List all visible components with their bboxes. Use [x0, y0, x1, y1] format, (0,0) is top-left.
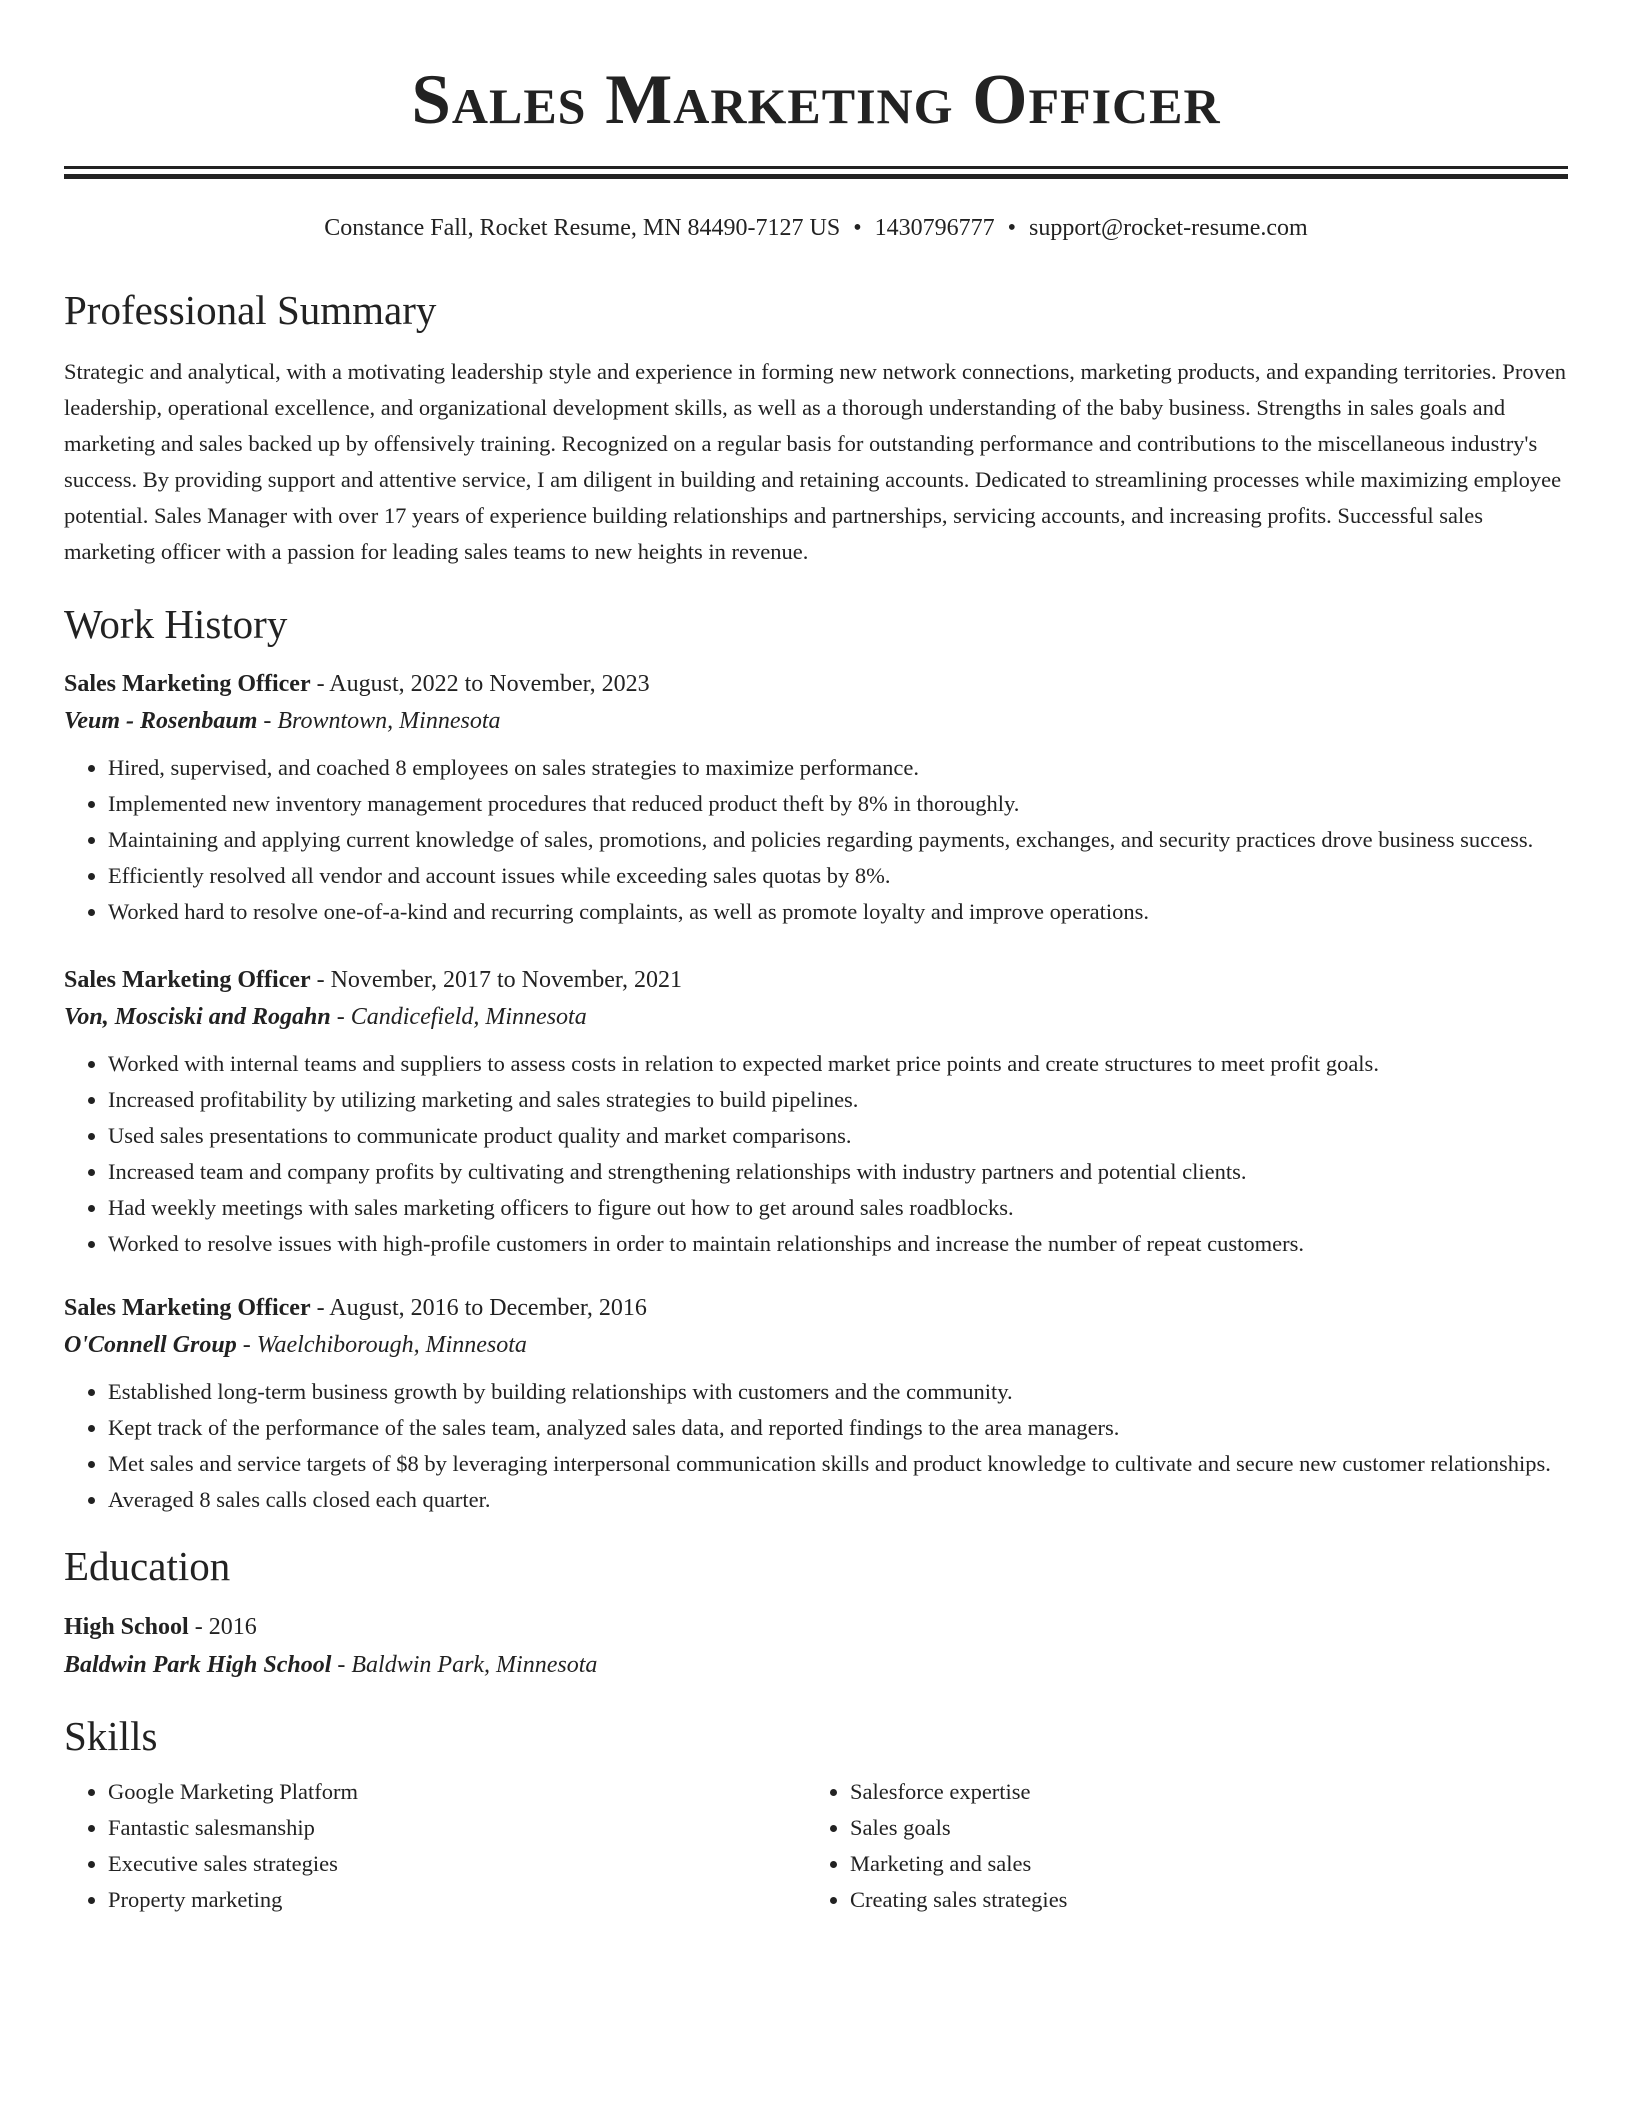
- education-heading: Education: [64, 1543, 231, 1589]
- job-role: Sales Marketing Officer: [64, 671, 311, 697]
- contact-address: Constance Fall, Rocket Resume, MN 84490-7127 US: [324, 215, 841, 241]
- skills-heading: Skills: [64, 1713, 158, 1759]
- job-bullet: • Hired, supervised, and coached 8 employees on sales strategies to maximize performance.: [108, 750, 1568, 786]
- job-dates: - August, 2022 to November, 2023: [310, 671, 650, 697]
- education-school-line: [64, 1646, 1568, 1684]
- job-dates: - August, 2016 to December, 2016: [310, 1295, 647, 1321]
- job-bullet: • Implemented new inventory management procedures that reduced product theft by 8% in thoroughly.: [108, 786, 1568, 822]
- skills-list-left: [64, 1774, 806, 1918]
- job-title-line: [64, 962, 1568, 998]
- job-bullet: • Established long-term business growth by building relationships with customers and the community.: [108, 1374, 1568, 1410]
- job-company: Veum - Rosenbaum: [64, 708, 258, 734]
- skill-item: • Property marketing: [108, 1882, 806, 1918]
- job-bullets: [64, 1046, 1568, 1262]
- job-bullet: • Increased profitability by utilizing marketing and sales strategies to build pipelines.: [108, 1082, 1568, 1118]
- skills-list-right: [806, 1774, 1548, 1918]
- contact-separator: •: [1007, 215, 1017, 241]
- education-location: - Baldwin Park, Minnesota: [331, 1652, 598, 1678]
- job-bullet: • Had weekly meetings with sales marketing officers to figure out how to get around sales roadblocks.: [108, 1190, 1568, 1226]
- job-bullet: • Used sales presentations to communicate product quality and market comparisons.: [108, 1118, 1568, 1154]
- education-year: - 2016: [188, 1614, 257, 1640]
- job-company-line: [64, 702, 1568, 740]
- work-history-list: [64, 666, 1568, 1518]
- job-company-line: [64, 1326, 1568, 1364]
- summary-text: Strategic and analytical, with a motivating leadership style and experience in forming new network connections, marketing products, and expanding territories. Proven leadership, operational excellence, and organizational development skills, as well as a thorough understanding of the baby business. Strengths in sales goals and marketing and sales backed up by offensively training. Recognized on a regular basis for outstanding performance and contributions to the miscellaneous industry's success. By providing support and attentive service, I am diligent in building and retaining accounts. Dedicated to streamlining processes while maximizing employee potential. Sales Manager with over 17 years of experience building relationships and partnerships, servicing accounts, and increasing profits. Successful sales marketing officer with a passion for leading sales teams to new heights in revenue.: [64, 359, 1567, 564]
- skill-item: • Fantastic salesmanship: [108, 1810, 806, 1846]
- title-rule-thin: [64, 166, 1568, 169]
- job-bullet: • Worked to resolve issues with high-profile customers in order to maintain relationships and increase the number of repeat customers.: [108, 1226, 1568, 1262]
- contact-line: [64, 212, 1568, 244]
- contact-phone: 1430796777: [874, 215, 995, 241]
- skill-item: • Salesforce expertise: [850, 1774, 1548, 1810]
- job-role: Sales Marketing Officer: [64, 967, 311, 993]
- summary-heading: Professional Summary: [64, 287, 437, 333]
- job-entry: [64, 962, 1568, 1262]
- title-rule-thick: [64, 174, 1568, 179]
- job-bullets: [64, 1374, 1568, 1518]
- job-dates: - November, 2017 to November, 2021: [310, 967, 682, 993]
- contact-email: support@rocket-resume.com: [1029, 215, 1308, 241]
- education-degree: High School: [64, 1614, 189, 1640]
- job-location: - Browntown, Minnesota: [257, 708, 501, 734]
- job-location: - Candicefield, Minnesota: [330, 1004, 587, 1030]
- job-entry: [64, 666, 1568, 930]
- skill-item: • Executive sales strategies: [108, 1846, 806, 1882]
- job-title-line: [64, 666, 1568, 702]
- contact-separator: •: [853, 215, 862, 241]
- job-company: O'Connell Group: [64, 1332, 237, 1358]
- job-bullets: [64, 750, 1568, 930]
- job-bullet: • Increased team and company profits by cultivating and strengthening relationships with industry partners and potential clients.: [108, 1154, 1568, 1190]
- job-location: - Waelchiborough, Minnesota: [236, 1332, 527, 1358]
- job-role: Sales Marketing Officer: [64, 1295, 311, 1321]
- skills-columns: [64, 1774, 1568, 1918]
- job-bullet: • Kept track of the performance of the sales team, analyzed sales data, and reported findings to the area managers.: [108, 1410, 1568, 1446]
- education-degree-line: [64, 1608, 1568, 1646]
- skill-item: • Marketing and sales: [850, 1846, 1548, 1882]
- job-entry: [64, 1290, 1568, 1518]
- skill-item: • Google Marketing Platform: [108, 1774, 806, 1810]
- job-company-line: [64, 998, 1568, 1036]
- work-history-heading: Work History: [64, 601, 288, 647]
- job-company: Von, Mosciski and Rogahn: [64, 1004, 331, 1030]
- skill-item: • Sales goals: [850, 1810, 1548, 1846]
- job-bullet: • Efficiently resolved all vendor and account issues while exceeding sales quotas by 8%.: [108, 858, 1568, 894]
- job-bullet: • Worked hard to resolve one-of-a-kind and recurring complaints, as well as promote loyalty and improve operations.: [108, 894, 1568, 930]
- skill-item: • Creating sales strategies: [850, 1882, 1548, 1918]
- job-bullet: • Met sales and service targets of $8 by leveraging interpersonal communication skills and product knowledge to cultivate and secure new customer relationships.: [108, 1446, 1568, 1482]
- education-school: Baldwin Park High School: [64, 1652, 332, 1678]
- job-bullet: • Maintaining and applying current knowledge of sales, promotions, and policies regarding payments, exchanges, and security practices drove business success.: [108, 822, 1568, 858]
- resume-title: Sales Marketing Officer: [411, 61, 1221, 139]
- job-bullet: • Averaged 8 sales calls closed each quarter.: [108, 1482, 1568, 1518]
- job-bullet: • Worked with internal teams and suppliers to assess costs in relation to expected market price points and create structures to meet profit goals.: [108, 1046, 1568, 1082]
- job-title-line: [64, 1290, 1568, 1326]
